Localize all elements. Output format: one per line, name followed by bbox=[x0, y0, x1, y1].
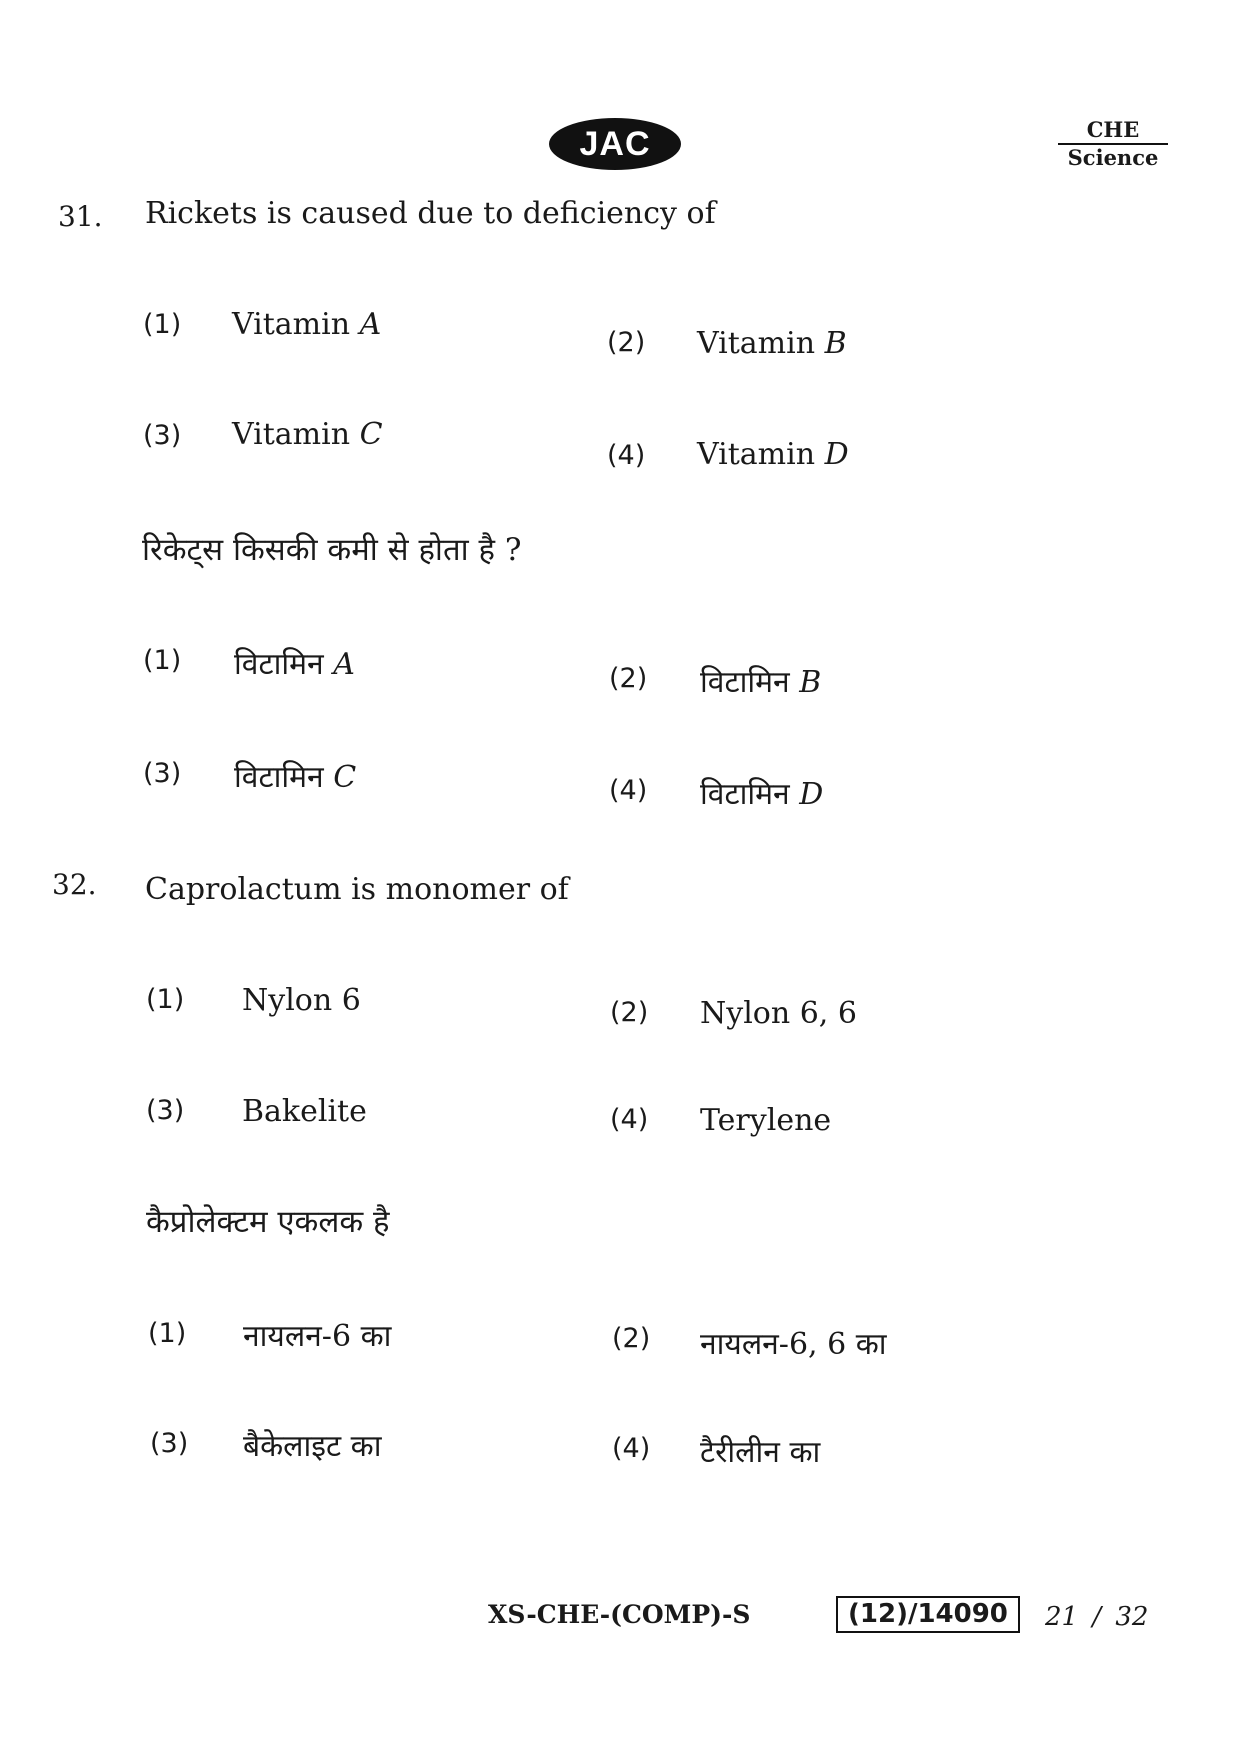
option-number: (3) bbox=[143, 758, 182, 789]
option-text: Vitamin C bbox=[232, 417, 383, 452]
option-text: Vitamin A bbox=[232, 307, 382, 342]
option-text: Bakelite bbox=[242, 1094, 367, 1129]
subject-name: Science bbox=[1067, 145, 1159, 170]
option-number: (1) bbox=[143, 645, 182, 676]
option-number: (2) bbox=[612, 1323, 651, 1354]
option-text: नायलन-6, 6 का bbox=[700, 1327, 887, 1362]
option-number: (4) bbox=[610, 1104, 649, 1135]
option-number: (1) bbox=[148, 1318, 187, 1349]
subject-label bbox=[1058, 118, 1168, 170]
option-text: विटामिन B bbox=[700, 665, 822, 700]
option-number: (1) bbox=[143, 309, 182, 340]
option-number: (3) bbox=[150, 1428, 189, 1459]
option-number: (3) bbox=[146, 1095, 185, 1126]
page-indicator: 21 / 32 bbox=[1045, 1602, 1149, 1632]
paper-code: XS-CHE-(COMP)-S bbox=[488, 1600, 751, 1629]
option-number: (1) bbox=[146, 984, 185, 1015]
option-number: (4) bbox=[612, 1433, 651, 1464]
option-text: नायलन-6 का bbox=[243, 1319, 392, 1354]
jac-logo bbox=[549, 118, 681, 170]
option-number: (3) bbox=[143, 420, 182, 451]
option-text: Terylene bbox=[700, 1103, 832, 1138]
option-text: Vitamin B bbox=[697, 326, 847, 361]
option-text: विटामिन C bbox=[234, 760, 357, 795]
option-number: (4) bbox=[609, 775, 648, 806]
question-number: 31. bbox=[58, 200, 103, 233]
option-text: टैरीलीन का bbox=[700, 1435, 821, 1470]
option-text: विटामिन D bbox=[700, 777, 824, 812]
option-text: Nylon 6 bbox=[242, 983, 361, 1018]
option-number: (2) bbox=[610, 997, 649, 1028]
booklet-code: (12)/14090 bbox=[836, 1596, 1020, 1633]
option-text: Vitamin D bbox=[697, 437, 849, 472]
option-text: विटामिन A bbox=[234, 647, 355, 682]
question-text-en: Caprolactum is monomer of bbox=[145, 872, 569, 907]
question-text-en: Rickets is caused due to deficiency of bbox=[145, 196, 716, 231]
logo-text: JAC bbox=[579, 124, 651, 163]
question-number: 32. bbox=[52, 868, 97, 901]
option-number: (4) bbox=[607, 440, 646, 471]
question-text-hi: कैप्रोलेक्टम एकलक है bbox=[146, 1204, 390, 1240]
option-number: (2) bbox=[609, 663, 648, 694]
subject-code: CHE bbox=[1058, 118, 1168, 145]
option-number: (2) bbox=[607, 327, 646, 358]
question-text-hi: रिकेट्स किसकी कमी से होता है ? bbox=[142, 532, 522, 568]
option-text: बैकेलाइट का bbox=[243, 1429, 382, 1464]
option-text: Nylon 6, 6 bbox=[700, 996, 857, 1031]
